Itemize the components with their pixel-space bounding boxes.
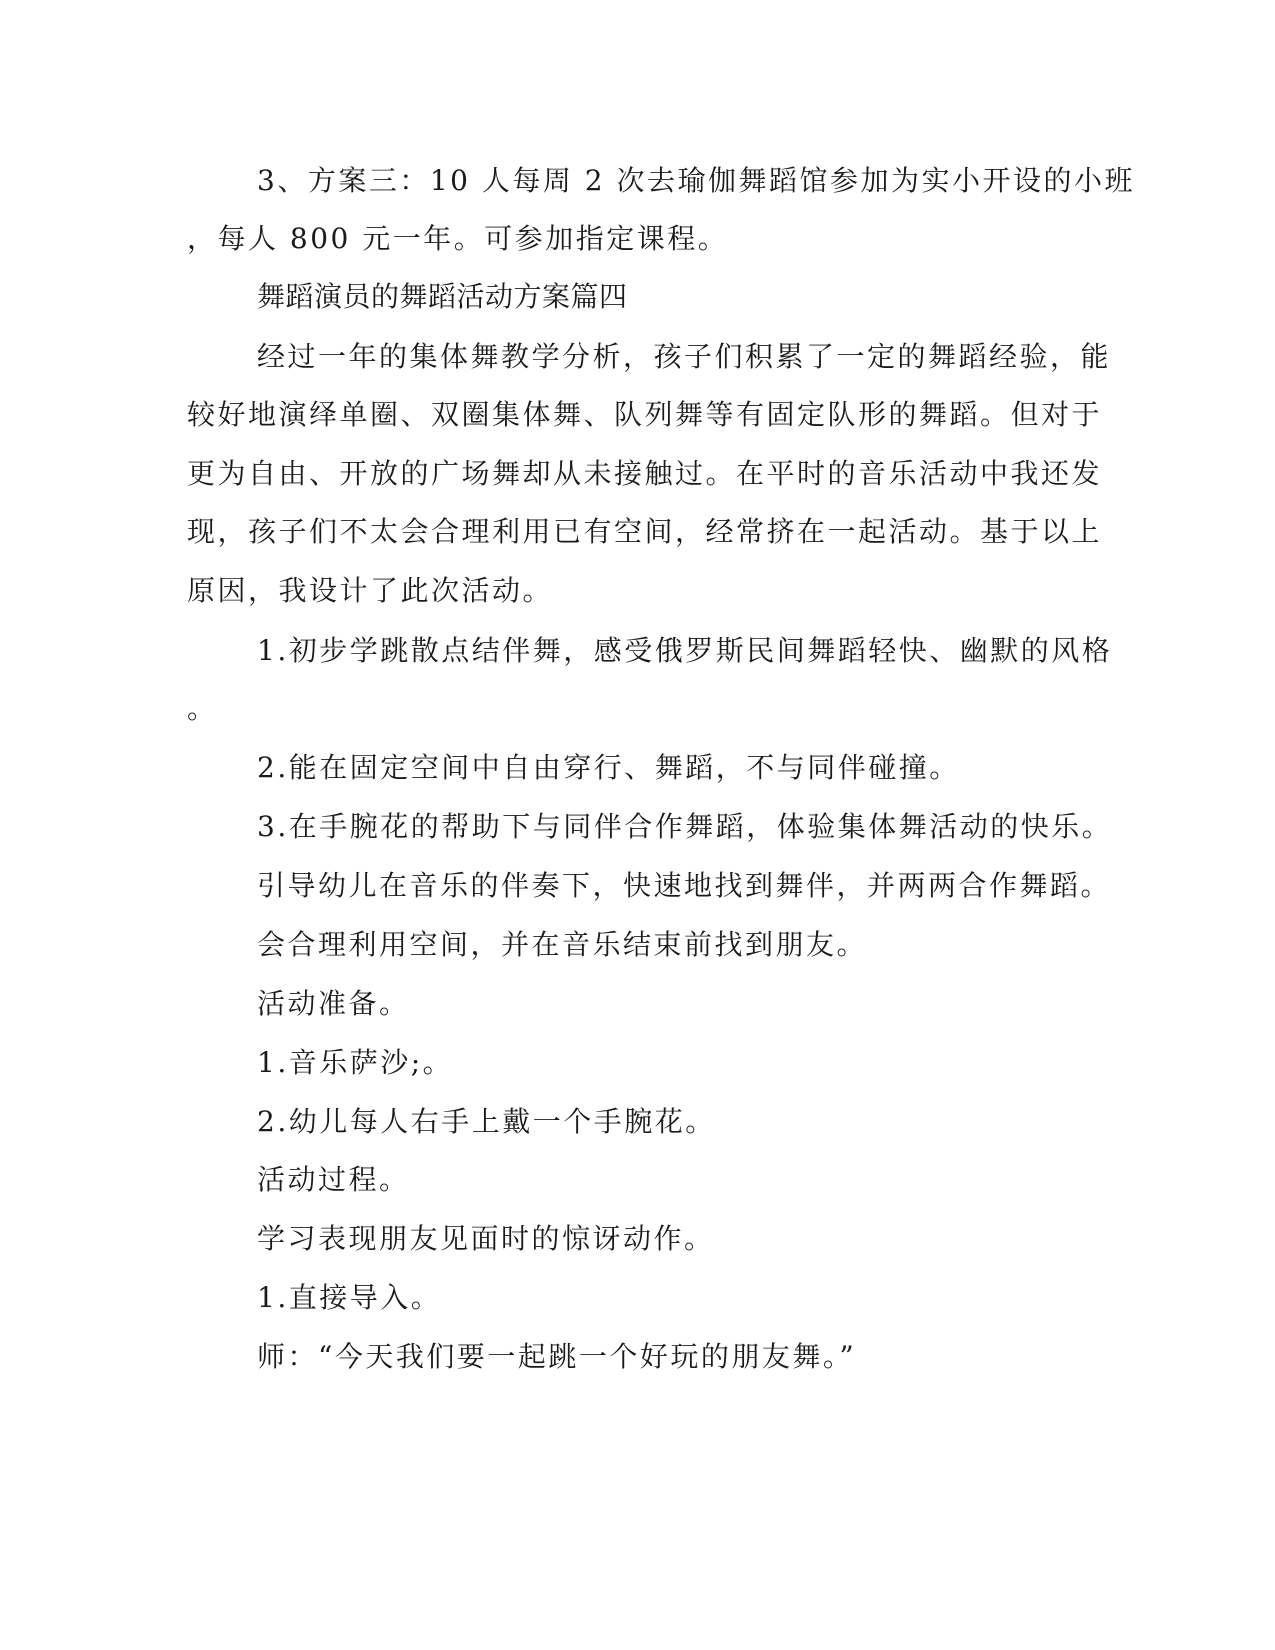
text-line: 1.音乐萨沙;。 [257,1046,454,1079]
text-line: 活动过程。 [257,1163,410,1196]
text-line: 现，孩子们不太会合理利用已有空间，经常挤在一起活动。基于以上 [187,515,1103,548]
text-line: 师：“今天我们要一起跳一个好玩的朋友舞。” [257,1340,857,1373]
text-line: 引导幼儿在音乐的伴奏下，快速地找到舞伴，并两两合作舞蹈。 [257,869,1112,902]
text-line: 1.直接导入。 [257,1281,442,1314]
text-line: 2.能在固定空间中自由穿行、舞蹈，不与同伴碰撞。 [257,751,960,784]
text-line: 原因，我设计了此次活动。 [187,574,554,607]
text-line: 会合理利用空间，并在音乐结束前找到朋友。 [257,928,868,961]
text-line: 3、方案三：10 人每周 2 次去瑜伽舞蹈馆参加为实小开设的小班 [257,164,1135,197]
text-line: 1.初步学跳散点结伴舞，感受俄罗斯民间舞蹈轻快、幽默的风格 [257,634,1113,667]
text-line: 更为自由、开放的广场舞却从未接触过。在平时的音乐活动中我还发 [187,457,1103,490]
text-line: 较好地演绎单圈、双圈集体舞、队列舞等有固定队形的舞蹈。但对于 [187,398,1103,431]
text-line: 学习表现朋友见面时的惊讶动作。 [257,1222,715,1255]
text-line: 2.幼儿每人右手上戴一个手腕花。 [257,1105,716,1138]
text-line: 3.在手腕花的帮助下与同伴合作舞蹈，体验集体舞活动的快乐。 [257,810,1113,843]
text-line: 。 [187,692,218,725]
text-line: 活动准备。 [257,987,410,1020]
section-heading: 舞蹈演员的舞蹈活动方案篇四 [257,280,628,313]
text-line: ，每人 800 元一年。可参加指定课程。 [187,222,729,255]
text-line: 经过一年的集体舞教学分析，孩子们积累了一定的舞蹈经验，能 [257,340,1112,373]
